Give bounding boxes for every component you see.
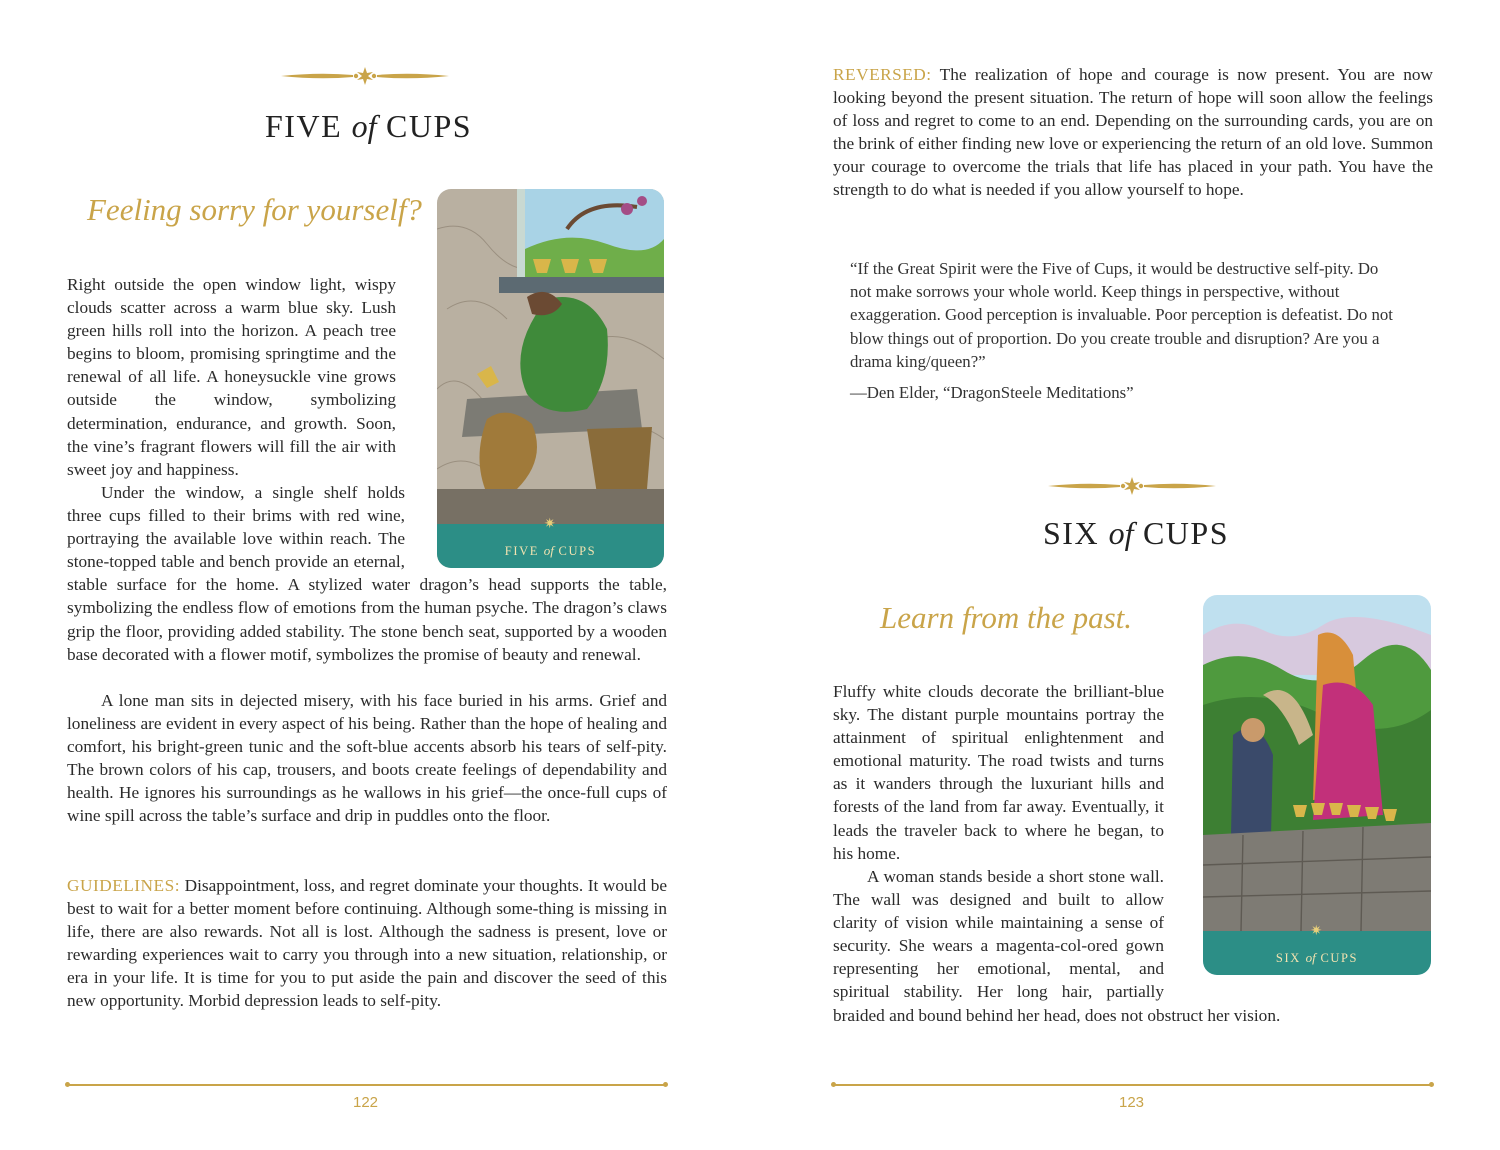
reversed-text: The realization of hope and courage is now present. You are now looking beyond the present situation. The return of hope will soon allow the feelings of loss and regret to come to an end. Depending on the surrounding cards, you are on the brink of either finding new love or experiencing the return of an old love. Summon your courage to overcome the trials that life has placed in your path. You have the strength to do what is needed if you allow yourself to hope. (833, 65, 1433, 200)
quote-attribution: —Den Elder, “DragonSteele Meditations” (850, 383, 1134, 403)
tagline: Feeling sorry for yourself? (87, 192, 422, 227)
page-number: 122 (353, 1094, 379, 1111)
card-caption: FIVE of CUPS (504, 543, 597, 558)
page-number: 123 (1119, 1094, 1145, 1111)
body-paragraph-2: A woman stands beside a short stone wall. The wall was designed and built to allow clarity of vision while maintaining a sense of security. She wears a magenta-col-ored gown representing her emotional, mental, and spiritual stability. Her long hair, partially braided and bound behind her head, does not obstruct her vision. (833, 867, 1281, 1025)
quote-text: “If the Great Spirit were the Five of Cups, it would be destructive self-pity. Do not make sorrows your whole world. Keep things in perspective, without exaggeration. Good perception is invaluable. Poor perception is defeatist. Do not blow things out of proportion. Do you create trouble and disruption? Are you a drama king/queen?” (850, 259, 1393, 371)
page-title: SIX of CUPS (1043, 515, 1229, 551)
card-star-icon: ✷ (543, 517, 558, 532)
star-ornament-icon (1046, 476, 1218, 496)
reversed-section (833, 63, 1433, 202)
guidelines-label: GUIDELINES: (67, 876, 181, 895)
body-paragraph-3: A lone man sits in dejected misery, with his face buried in his arms. Grief and loneliness are evident in every aspect of his being. Rather than the hope of healing and comfort, his bright-green tunic and the soft-blue accents absorb his tears of self-pity. The brown colors of his cap, trousers, and boots create feelings of dependability and health. He ignores his surroundings as he wallows in his grief—the once-full cups of wine spill across the table’s surface and drip in puddles onto the floor. (67, 691, 667, 826)
guidelines-text: Disappointment, loss, and regret dominate your thoughts. It would be best to wait for a better moment before continuing. Although some-thing is missing in life, there are also rewards. Not all is lost. Although the sadness is present, love or rewarding experiences wait to carry you through into a new situation, relationship, or era in your life. It is time for you to put aside the pain and discover the seed of this new opportunity. Morbid depression leads to self-pity. (67, 876, 667, 1011)
card-caption: SIX of CUPS (1275, 950, 1359, 965)
title-ornament (279, 66, 451, 86)
quote-block (850, 257, 1400, 404)
card-star-icon: ✷ (1310, 924, 1324, 939)
tagline: Learn from the past. (880, 600, 1133, 635)
body-paragraph-1: Right outside the open window light, wispy clouds scatter across a warm blue sky. Lush green hills roll into the horizon. A peach tree begins to bloom, promising springtime and the renewal of all life. A honeysuckle vine grows outside the window, symbolizing determination, endurance, and growth. Soon, the vine’s fragrant flowers will fill the air with sweet joy and happiness. (67, 275, 396, 479)
reversed-label: REVERSED: (833, 65, 932, 84)
body-paragraph-1: Fluffy white clouds decorate the brilliant-blue sky. The distant purple mountains portray the attainment of spiritual enlightenment and emotional maturity. The road twists and turns as it wanders through the luxuriant hills and forests of the land from far away. Eventually, it leads the traveler back to where he began, to his home. (833, 682, 1164, 863)
title-ornament (1046, 476, 1218, 496)
right-page (750, 0, 1500, 1150)
footer-rule (833, 1084, 1432, 1086)
footer-rule (67, 1084, 666, 1086)
star-ornament-icon (279, 66, 451, 86)
body-paragraph-2-wrap: Under the window, a single shelf holds three cups filled to their brims with red wine, portraying the available love within reach. The stone-topped table and bench provide an eternal, stable surface for the home. A stylized water dragon’s head supports the table, symbolizing the endless flow of emotions from the human psyche. The dragon’s claws grip the floor, providing added stability. The stone bench seat, supported by a wooden base decorated with a flower motif, symbolizes the promise of beauty and renewal. (67, 483, 667, 664)
page-title: FIVE of CUPS (265, 108, 473, 144)
guidelines-section (67, 874, 667, 1013)
